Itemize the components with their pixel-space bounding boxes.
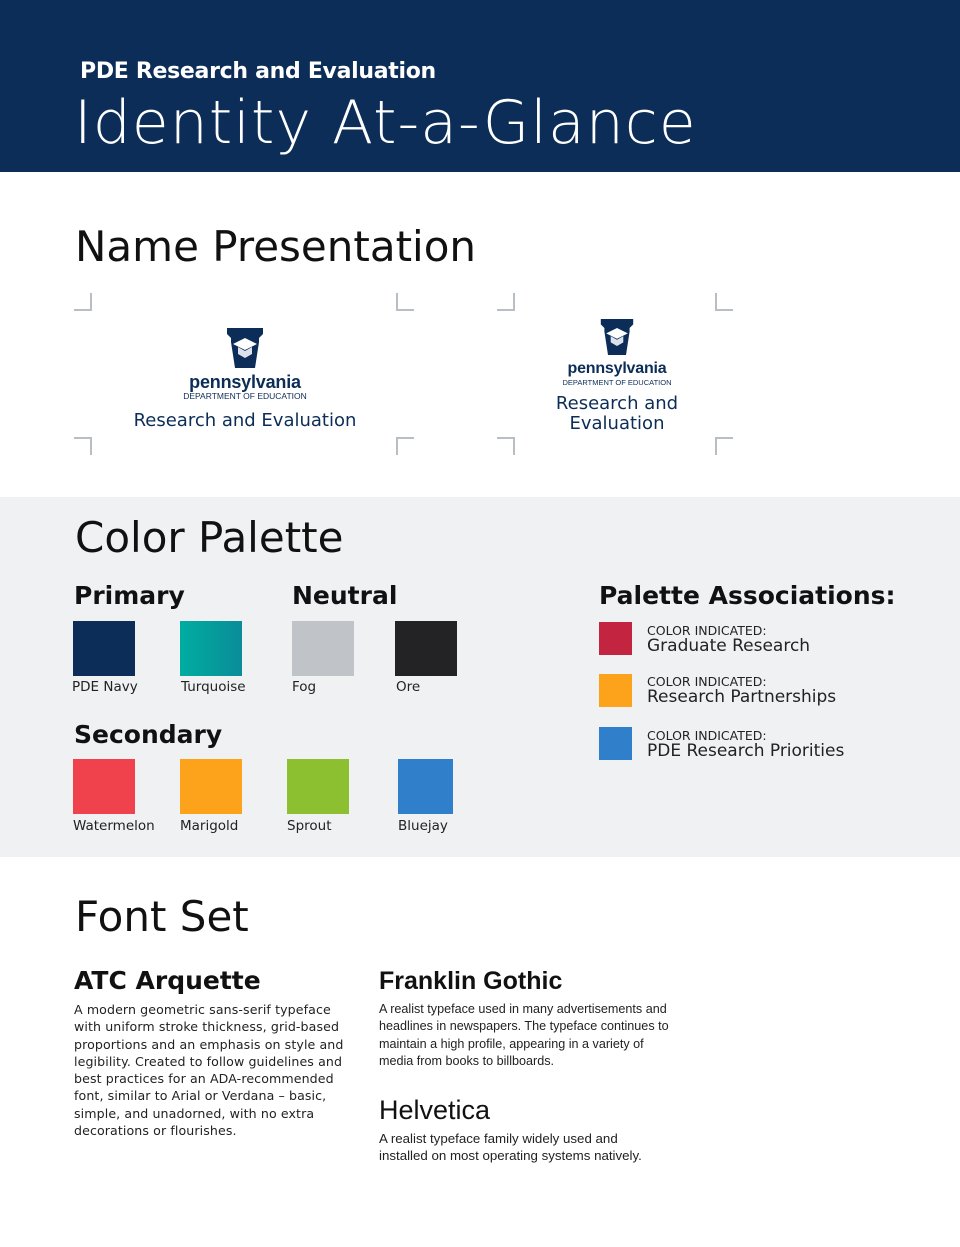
logo-unit-line: Evaluation [569,413,665,434]
association-value: Research Partnerships [647,687,837,707]
logo-unit-name: Research and Evaluation [133,410,357,431]
logo-unit-name [527,394,707,434]
swatch-bluejay [398,759,453,814]
association-value: Graduate Research [647,636,811,656]
color-palette-heading: Color Palette [75,513,344,562]
font-set-heading: Font Set [75,892,249,941]
logo-horizontal [120,328,370,431]
swatch-label: Sprout [287,818,332,834]
crop-mark [396,293,414,311]
crop-mark [497,437,515,455]
page-title: Identity At-a-Glance [74,88,697,158]
swatch-turquoise [180,621,242,676]
palette-associations-heading: Palette Associations: [599,581,896,610]
logo-department: DEPARTMENT OF EDUCATION [562,378,672,387]
association-key: COLOR INDICATED: [647,623,767,638]
logo-stacked [527,319,707,434]
color-palette-section [0,497,960,857]
name-presentation-heading: Name Presentation [75,222,477,271]
font-description: A realist typeface family widely used and installed on most operating systems natively. [379,1131,642,1164]
swatch-ore [395,621,457,676]
association-swatch-pde-research-priorities [599,727,632,760]
font-name-helvetica: Helvetica [379,1095,491,1125]
swatch-label: Turquoise [181,679,246,695]
swatch-fog [292,621,354,676]
swatch-marigold [180,759,242,814]
association-swatch-research-partnerships [599,674,632,707]
association-key: COLOR INDICATED: [647,674,767,689]
association-key: COLOR INDICATED: [647,728,767,743]
crop-mark [497,293,515,311]
font-description: A realist typeface used in many advertisements and headlines in newspapers. The typeface continues to maintain a high profile, appearing in a variety of media from books to billboards. [379,1002,669,1068]
crop-mark [715,293,733,311]
neutral-heading: Neutral [292,581,398,610]
header-subtitle: PDE Research and Evaluation [80,59,436,84]
font-name-franklin-gothic: Franklin Gothic [379,967,563,995]
swatch-pde-navy [73,621,135,676]
font-description: A modern geometric sans-serif typeface with uniform stroke thickness, grid-based proportions and an emphasis on style and legibility. Created to follow guidelines and best practices for an ADA-recommended font, similar to Arial or Verdana – basic, simple, and unadorned, with no extra decorations or flourishes. [74,1002,344,1139]
header-banner [0,0,960,172]
logo-wordmark: pennsylvania [189,372,301,392]
keystone-mortarboard-icon [225,328,265,368]
swatch-label: Bluejay [398,818,448,834]
swatch-label: Fog [292,679,317,695]
swatch-sprout [287,759,349,814]
crop-mark [74,293,92,311]
crop-mark [396,437,414,455]
swatch-watermelon [73,759,135,814]
logo-wordmark: pennsylvania [567,360,667,377]
crop-mark [74,437,92,455]
swatch-label: Ore [396,679,421,695]
swatch-label: Marigold [180,818,239,834]
association-value: PDE Research Priorities [647,741,845,761]
swatch-label: Watermelon [73,818,155,834]
primary-heading: Primary [74,581,185,610]
keystone-mortarboard-icon [599,319,635,355]
logo-unit-line: Research and [555,393,679,414]
swatch-label: PDE Navy [72,679,138,695]
association-swatch-graduate-research [599,622,632,655]
font-name-atc-arquette: ATC Arquette [74,966,261,995]
crop-mark [715,437,733,455]
logo-department: DEPARTMENT OF EDUCATION [183,391,307,401]
secondary-heading: Secondary [74,720,223,749]
